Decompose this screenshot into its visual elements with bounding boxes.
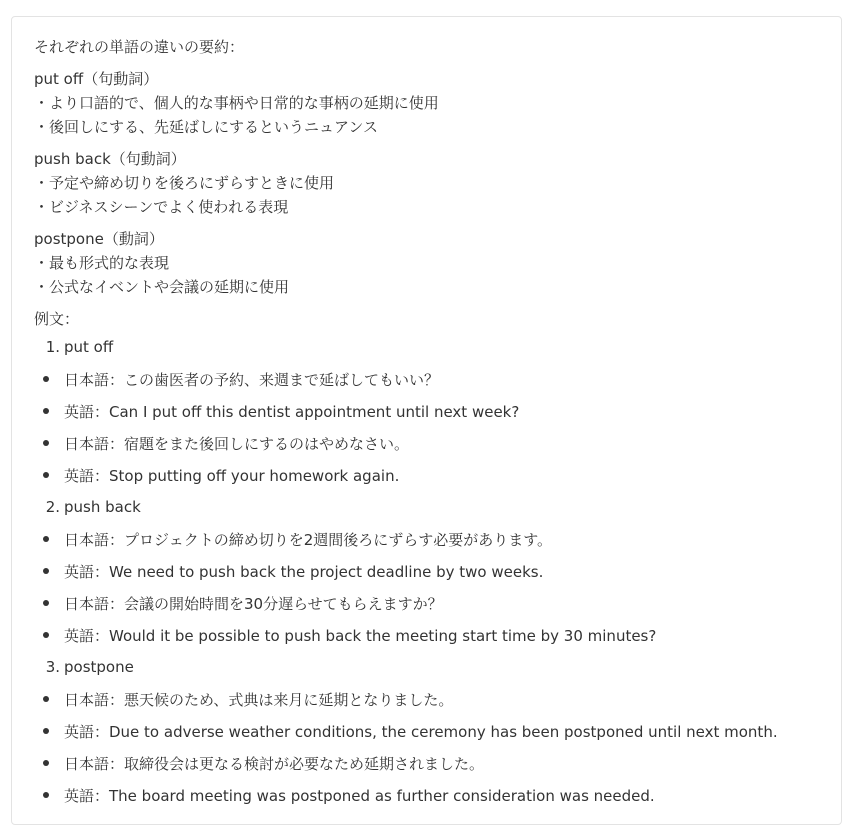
list-item	[34, 427, 834, 459]
bullet-icon	[43, 536, 49, 542]
summary-group-line: ・公式なイベントや会議の延期に使用	[34, 278, 290, 296]
list-item	[34, 555, 834, 587]
summary-group-title: postpone（動詞）	[34, 230, 164, 248]
example-sentence: 英語：Stop putting off your homework again.	[64, 466, 400, 485]
message-content	[34, 35, 834, 811]
example-label: put off	[64, 338, 114, 356]
example-sentence: 日本語：プロジェクトの締め切りを2週間後ろにずらす必要があります。	[64, 530, 553, 549]
list-item	[34, 395, 834, 427]
example-sentence: 日本語：悪天候のため、式典は来月に延期となりました。	[64, 690, 454, 709]
list-item	[34, 683, 834, 715]
bullet-icon	[43, 728, 49, 734]
list-item	[34, 459, 834, 491]
example-item-push-back	[34, 491, 834, 523]
example-label: push back	[64, 498, 141, 516]
examples-heading: 例文：	[34, 310, 80, 328]
list-number: 3.	[45, 658, 60, 676]
summary-heading: それぞれの単語の違いの要約：	[34, 38, 245, 56]
summary-group-line: ・予定や締め切りを後ろにずらすときに使用	[34, 174, 335, 192]
example-sentence: 日本語：取締役会は更なる検討が必要なため延期されました。	[64, 754, 485, 773]
summary-group-line: ・より口語的で、個人的な事柄や日常的な事柄の延期に使用	[34, 94, 439, 112]
summary-group-put-off	[34, 67, 834, 139]
bullet-icon	[43, 600, 49, 606]
summary-group-line: ・最も形式的な表現	[34, 254, 170, 272]
examples-list	[34, 331, 834, 811]
list-item	[34, 587, 834, 619]
bullet-icon	[43, 440, 49, 446]
example-item-postpone	[34, 651, 834, 683]
example-sentence: 英語：The board meeting was postponed as further consideration was needed.	[64, 786, 655, 805]
example-sentence: 英語：Would it be possible to push back the meeting start time by 30 minutes?	[64, 626, 657, 645]
summary-group-push-back	[34, 147, 834, 219]
example-sentence: 日本語：宿題をまた後回しにするのはやめなさい。	[64, 434, 410, 453]
list-item	[34, 747, 834, 779]
summary-group-postpone	[34, 227, 834, 299]
list-item	[34, 523, 834, 555]
list-item	[34, 779, 834, 811]
list-number: 1.	[45, 338, 60, 356]
message-card	[11, 16, 842, 825]
example-sentence: 英語：Can I put off this dentist appointment until next week?	[64, 402, 520, 421]
summary-group-title: put off（句動詞）	[34, 70, 159, 88]
bullet-icon	[43, 760, 49, 766]
bullet-icon	[43, 472, 49, 478]
example-sentence: 日本語：会議の開始時間を30分遅らせてもらえますか？	[64, 594, 443, 613]
list-item	[34, 619, 834, 651]
bullet-icon	[43, 696, 49, 702]
example-item-put-off	[34, 331, 834, 363]
summary-group-title: push back（句動詞）	[34, 150, 186, 168]
example-label: postpone	[64, 658, 134, 676]
summary-group-line: ・後回しにする、先延ばしにするというニュアンス	[34, 118, 378, 136]
example-sentence: 日本語：この歯医者の予約、来週まで延ばしてもいい？	[64, 370, 440, 389]
bullet-icon	[43, 376, 49, 382]
example-sentence: 英語：We need to push back the project deadline by two weeks.	[64, 562, 544, 581]
example-sentence: 英語：Due to adverse weather conditions, the ceremony has been postponed until next month.	[64, 722, 778, 741]
summary-group-line: ・ビジネスシーンでよく使われる表現	[34, 198, 289, 216]
bullet-icon	[43, 408, 49, 414]
bullet-icon	[43, 568, 49, 574]
list-number: 2.	[45, 498, 60, 516]
bullet-icon	[43, 792, 49, 798]
list-item	[34, 715, 834, 747]
list-item	[34, 363, 834, 395]
bullet-icon	[43, 632, 49, 638]
